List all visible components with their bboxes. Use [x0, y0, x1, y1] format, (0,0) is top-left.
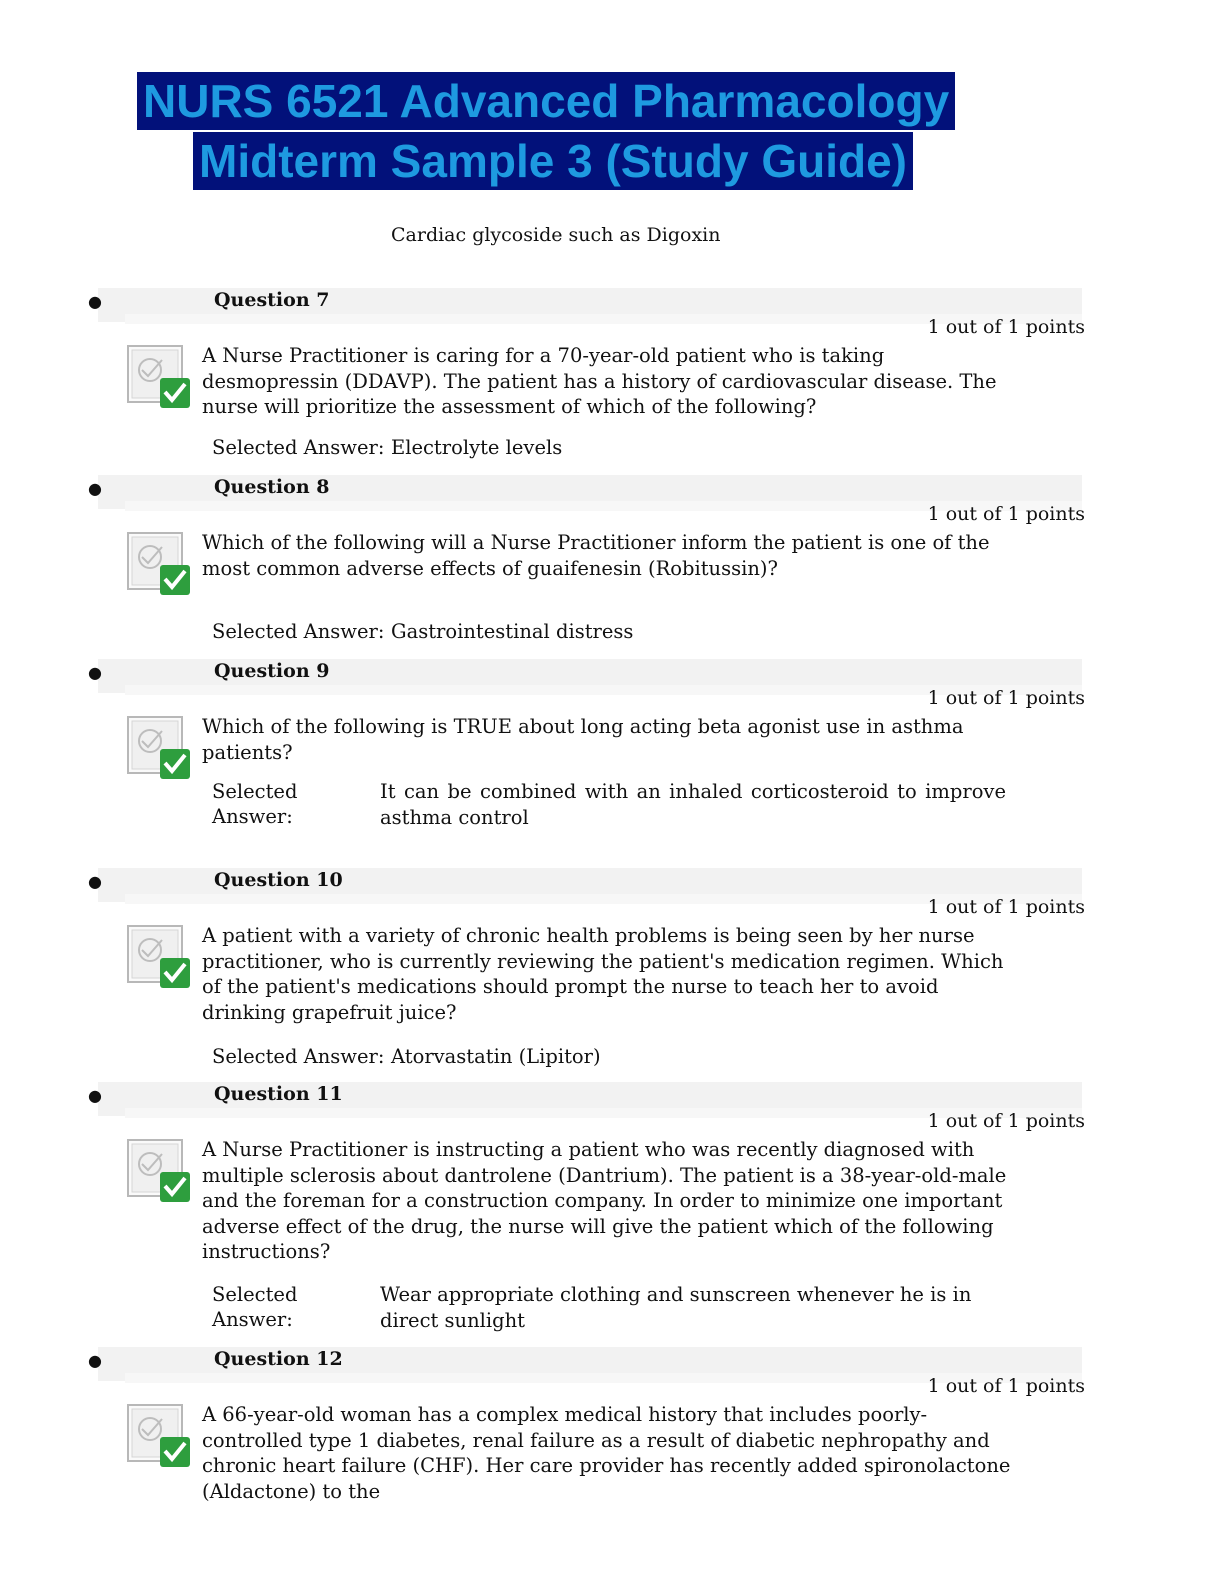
selected-answer-label: Selected [212, 780, 298, 803]
question-points: 1 out of 1 points [927, 503, 1085, 525]
bullet-icon: ● [88, 1086, 102, 1105]
question-points: 1 out of 1 points [927, 896, 1085, 918]
correct-check-icon [126, 1138, 192, 1204]
selected-answer-value: Wear appropriate clothing and sunscreen whenever he is in direct sunlight [380, 1283, 972, 1332]
selected-answer-label: Selected Answer: [212, 436, 385, 459]
bullet-icon: ● [88, 1351, 102, 1370]
question-title: Question 11 [214, 1083, 343, 1105]
selected-answer-value: Atorvastatin (Lipitor) [391, 1045, 601, 1068]
selected-answer-label: Selected Answer: [212, 620, 385, 643]
bullet-icon: ● [88, 663, 102, 682]
selected-answer-label: Selected Answer: [212, 1045, 385, 1068]
bullet-icon: ● [88, 872, 102, 891]
correct-check-icon [126, 344, 192, 410]
correct-check-icon [126, 924, 192, 990]
bullet-icon: ● [88, 479, 102, 498]
question-points: 1 out of 1 points [927, 316, 1085, 338]
question-title: Question 8 [214, 476, 330, 498]
correct-check-icon [126, 531, 192, 597]
question-text: Which of the following will a Nurse Practitioner inform the patient is one of the most common adverse effects of guaifenesin (Robitussin)? [202, 531, 990, 580]
question-text: A Nurse Practitioner is caring for a 70-year-old patient who is taking desmopressin (DDAVP). The patient has a history of cardiovascular disease. The nurse will prioritize the assessment of which of the following? [202, 344, 997, 419]
selected-answer-value: Gastrointestinal distress [391, 620, 634, 643]
question-title: Question 12 [214, 1348, 343, 1370]
question-text: A Nurse Practitioner is instructing a patient who was recently diagnosed with multiple sclerosis about dantrolene (Dantrium). The patient is a 38-year-old-male and the foreman for a construction company. In order to minimize one important adverse effect of the drug, the nurse will give the patient which of the following instructions? [202, 1138, 1007, 1264]
question-points: 1 out of 1 points [927, 687, 1085, 709]
bullet-icon: ● [88, 292, 102, 311]
selected-answer-label: Selected [212, 1283, 298, 1306]
correct-check-icon [126, 715, 192, 781]
question-text: Which of the following is TRUE about long acting beta agonist use in asthma patients? [202, 715, 964, 764]
selected-answer-label: Answer: [212, 1308, 293, 1331]
correct-check-icon [126, 1403, 192, 1469]
question-points: 1 out of 1 points [927, 1375, 1085, 1397]
selected-answer-label: Answer: [212, 805, 293, 828]
question-text: A 66-year-old woman has a complex medical history that includes poorly-controlled type 1 diabetes, renal failure as a result of diabetic nephropathy and chronic heart failure (CHF). Her care provider has recently added spironolactone (Aldactone) to the [202, 1403, 1011, 1503]
question-points: 1 out of 1 points [927, 1110, 1085, 1132]
question-title: Question 10 [214, 869, 343, 891]
question-title: Question 7 [214, 289, 330, 311]
question-title: Question 9 [214, 660, 330, 682]
document-title-line-2: Midterm Sample 3 (Study Guide) [193, 132, 913, 190]
selected-answer-value: It can be combined with an inhaled corticosteroid to improve asthma control [380, 780, 1006, 829]
intro-text: Cardiac glycoside such as Digoxin [391, 224, 721, 246]
question-text: A patient with a variety of chronic health problems is being seen by her nurse practitioner, who is currently reviewing the patient's medication regimen. Which of the patient's medications should prompt the nurse to teach her to avoid drinking grapefruit juice? [202, 924, 1004, 1024]
selected-answer-value: Electrolyte levels [391, 436, 563, 459]
document-title-line-1: NURS 6521 Advanced Pharmacology [137, 72, 955, 130]
